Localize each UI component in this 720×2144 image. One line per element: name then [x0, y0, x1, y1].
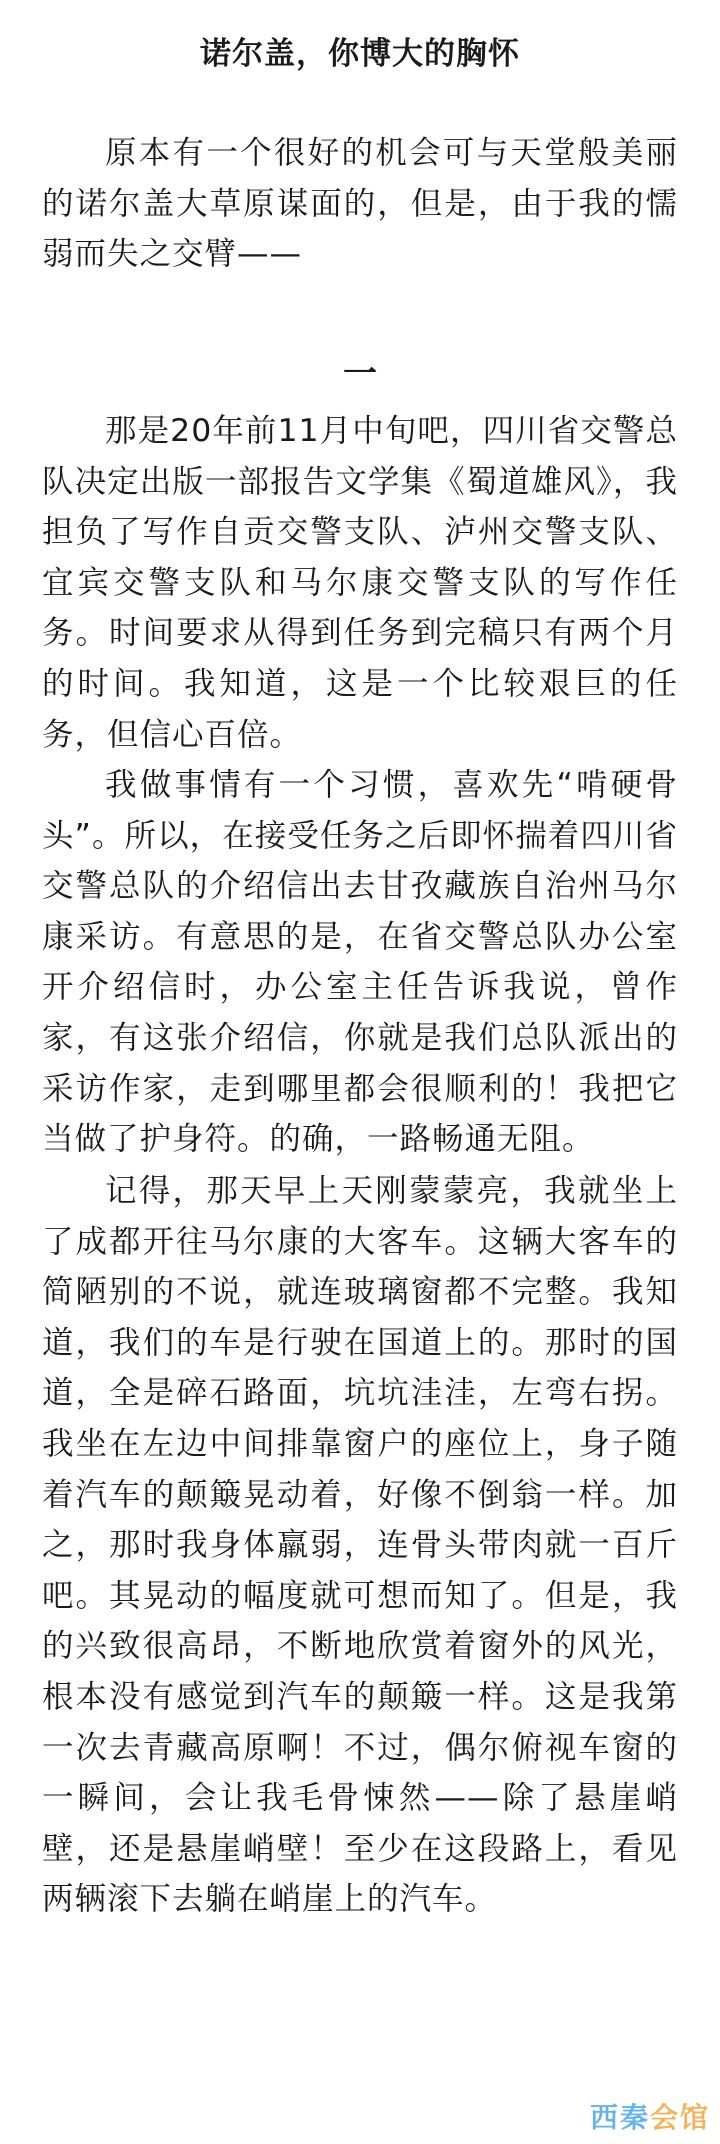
article-title: 诺尔盖，你博大的胸怀: [200, 36, 520, 72]
watermark-text-1: 西秦: [589, 2101, 650, 2134]
intro-paragraph: 原本有一个很好的机会可与天堂般美丽的诺尔盖大草原谋面的，但是，由于我的懦弱而失之交臂——: [42, 135, 678, 273]
paragraph-1: 那是20年前11月中旬吧，四川省交警总队决定出版一部报告文学集《蜀道雄风》，我担负了写作自贡交警支队、泸州交警支队、宜宾交警支队和马尔康交警支队的写作任务。时间要求从得到任务到完稿只有两个月的时间。我知道，这是一个比较艰巨的任务，但信心百倍。: [42, 413, 678, 753]
paragraph-2: 我做事情有一个习惯，喜欢先“啃硬骨头”。所以，在接受任务之后即怀揣着四川省交警总队的介绍信出去甘孜藏族自治州马尔康采访。有意思的是，在省交警总队办公室开介绍信时，办公室主任告诉我说，曾作家，有这张介绍信，你就是我们总队派出的采访作家，走到哪里都会很顺利的！我把它当做了护身符。的确，一路畅通无阻。: [42, 767, 678, 1158]
section-number: 一: [343, 354, 377, 394]
watermark-logo: [590, 2096, 710, 2136]
paragraph-3: 记得，那天早上天刚蒙蒙亮，我就坐上了成都开往马尔康的大客车。这辆大客车的简陋别的不说，就连玻璃窗都不完整。我知道，我们的车是行驶在国道上的。那时的国道，全是碎石路面，坑坑洼洼，左弯右拐。我坐在左边中间排靠窗户的座位上，身子随着汽车的颠簸晃动着，好像不倒翁一样。加之，那时我身体羸弱，连骨头带肉就一百斤吧。其晃动的幅度就可想而知了。但是，我的兴致很高昂，不断地欣赏着窗外的风光，根本没有感觉到汽车的颠簸一样。这是我第一次去青藏高原啊！不过，偶尔俯视车窗的一瞬间，会让我毛骨悚然——除了悬崖峭壁，还是悬崖峭壁！至少在这段路上，看见两辆滚下去躺在峭崖上的汽车。: [42, 1173, 678, 1918]
watermark-text-2: 会馆: [649, 2101, 710, 2134]
